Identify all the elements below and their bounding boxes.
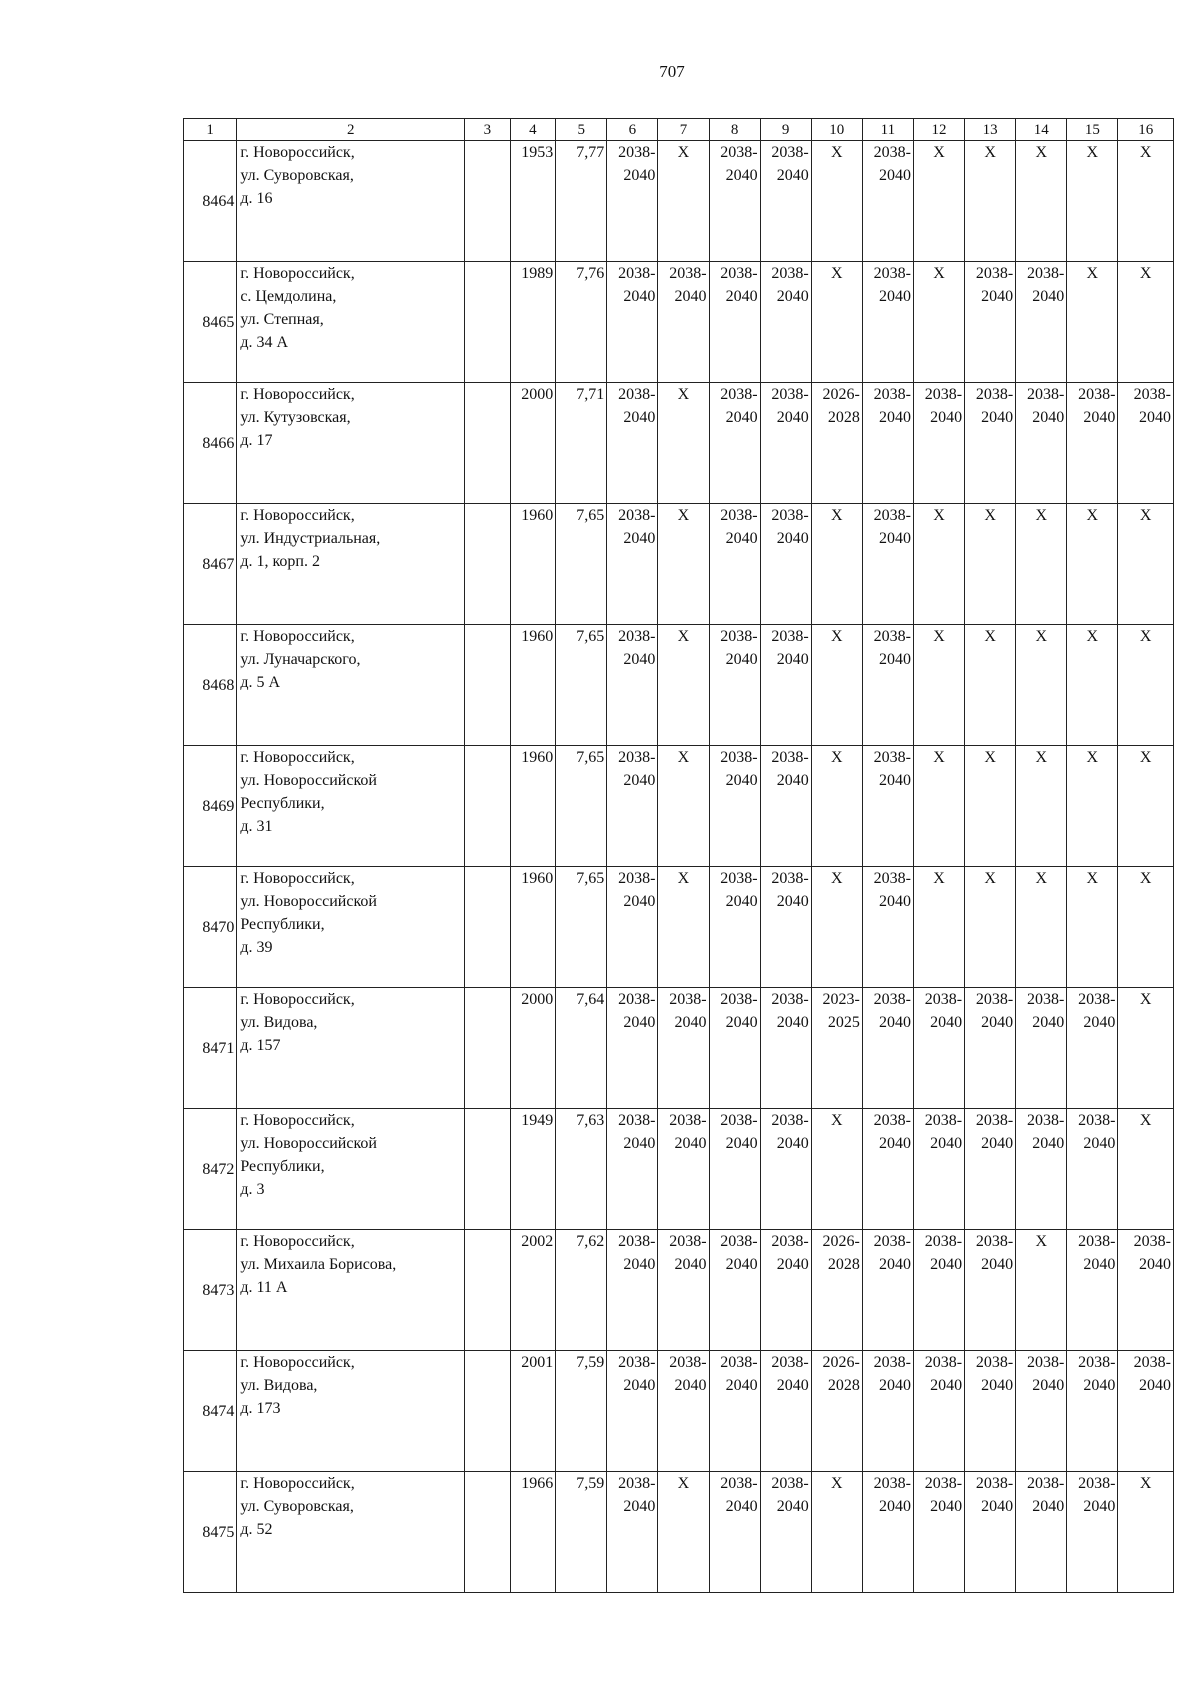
table-row <box>184 625 1174 746</box>
term-cell: X <box>965 746 1016 867</box>
page-number: 707 <box>659 62 685 81</box>
term-cell: 2038- 2040 <box>862 262 913 383</box>
term-cell: X <box>658 867 709 988</box>
term-cell: 2038- 2040 <box>913 1109 964 1230</box>
column-header: 9 <box>760 119 811 141</box>
term-cell: 2038- 2040 <box>709 504 760 625</box>
column-3-cell <box>465 262 511 383</box>
table-row <box>184 141 1174 262</box>
year-cell: 1989 <box>510 262 556 383</box>
term-cell: 2038- 2040 <box>607 1109 658 1230</box>
term-cell: 2038- 2040 <box>709 1351 760 1472</box>
term-cell: 2038- 2040 <box>760 262 811 383</box>
term-cell: 2038- 2040 <box>607 262 658 383</box>
column-3-cell <box>465 625 511 746</box>
term-cell: 2038- 2040 <box>658 262 709 383</box>
term-cell: 2038- 2040 <box>709 1472 760 1593</box>
term-cell: 2038- 2040 <box>607 1351 658 1472</box>
term-cell: X <box>1067 504 1118 625</box>
table-row <box>184 867 1174 988</box>
value-cell: 7,65 <box>556 504 607 625</box>
term-cell: 2038- 2040 <box>862 988 913 1109</box>
column-3-cell <box>465 1230 511 1351</box>
term-cell: 2038- 2040 <box>607 383 658 504</box>
term-cell: 2038- 2040 <box>760 988 811 1109</box>
term-cell: 2038- 2040 <box>760 141 811 262</box>
term-cell: 2038- 2040 <box>607 625 658 746</box>
column-3-cell <box>465 141 511 262</box>
column-header: 15 <box>1067 119 1118 141</box>
term-cell: 2038- 2040 <box>1067 988 1118 1109</box>
column-header: 6 <box>607 119 658 141</box>
term-cell: X <box>658 504 709 625</box>
term-cell: 2038- 2040 <box>1067 1472 1118 1593</box>
address-cell: г. Новороссийск, ул. Суворовская, д. 16 <box>237 141 465 262</box>
term-cell: X <box>811 1472 862 1593</box>
column-3-cell <box>465 867 511 988</box>
term-cell: 2038- 2040 <box>1118 1351 1174 1472</box>
value-cell: 7,59 <box>556 1351 607 1472</box>
column-header: 12 <box>913 119 964 141</box>
term-cell: X <box>811 746 862 867</box>
value-cell: 7,71 <box>556 383 607 504</box>
table-row <box>184 1351 1174 1472</box>
value-cell: 7,62 <box>556 1230 607 1351</box>
term-cell: 2038- 2040 <box>658 988 709 1109</box>
term-cell: 2038- 2040 <box>965 988 1016 1109</box>
table-row <box>184 746 1174 867</box>
term-cell: 2038- 2040 <box>862 867 913 988</box>
value-cell: 7,77 <box>556 141 607 262</box>
value-cell: 7,76 <box>556 262 607 383</box>
term-cell: 2038- 2040 <box>1067 1351 1118 1472</box>
term-cell: 2038- 2040 <box>709 746 760 867</box>
row-number: 8474 <box>184 1351 237 1472</box>
term-cell: 2038- 2040 <box>965 1472 1016 1593</box>
term-cell: 2038- 2040 <box>965 1109 1016 1230</box>
column-header: 13 <box>965 119 1016 141</box>
address-cell: г. Новороссийск, ул. Новороссийской Республики, д. 31 <box>237 746 465 867</box>
term-cell: 2038- 2040 <box>709 625 760 746</box>
term-cell: 2038- 2040 <box>1118 1230 1174 1351</box>
term-cell: 2038- 2040 <box>913 988 964 1109</box>
value-cell: 7,59 <box>556 1472 607 1593</box>
term-cell: 2038- 2040 <box>760 504 811 625</box>
term-cell: 2038- 2040 <box>913 1351 964 1472</box>
term-cell: X <box>965 141 1016 262</box>
row-number: 8473 <box>184 1230 237 1351</box>
table-header-row <box>184 119 1174 141</box>
address-cell: г. Новороссийск, ул. Видова, д. 157 <box>237 988 465 1109</box>
term-cell: 2038- 2040 <box>760 625 811 746</box>
column-header: 16 <box>1118 119 1174 141</box>
term-cell: X <box>1118 746 1174 867</box>
column-3-cell <box>465 1472 511 1593</box>
address-cell: г. Новороссийск, ул. Кутузовская, д. 17 <box>237 383 465 504</box>
term-cell: 2038- 2040 <box>760 1472 811 1593</box>
register-table <box>183 118 1174 1593</box>
year-cell: 1960 <box>510 746 556 867</box>
table-row <box>184 1109 1174 1230</box>
term-cell: 2038- 2040 <box>862 746 913 867</box>
term-cell: X <box>965 504 1016 625</box>
term-cell: X <box>1118 262 1174 383</box>
term-cell: X <box>913 262 964 383</box>
value-cell: 7,65 <box>556 867 607 988</box>
term-cell: 2038- 2040 <box>1016 1109 1067 1230</box>
term-cell: X <box>1118 504 1174 625</box>
year-cell: 2000 <box>510 988 556 1109</box>
term-cell: X <box>965 625 1016 746</box>
term-cell: X <box>1067 746 1118 867</box>
term-cell: 2038- 2040 <box>1016 1472 1067 1593</box>
term-cell: X <box>1067 262 1118 383</box>
term-cell: 2038- 2040 <box>1016 262 1067 383</box>
term-cell: X <box>811 504 862 625</box>
term-cell: 2038- 2040 <box>965 383 1016 504</box>
term-cell: 2038- 2040 <box>1016 1351 1067 1472</box>
term-cell: X <box>1118 1472 1174 1593</box>
column-3-cell <box>465 1109 511 1230</box>
term-cell: X <box>811 867 862 988</box>
term-cell: 2038- 2040 <box>760 1109 811 1230</box>
address-cell: г. Новороссийск, ул. Индустриальная, д. 1, корп. 2 <box>237 504 465 625</box>
term-cell: 2038- 2040 <box>658 1109 709 1230</box>
term-cell: 2038- 2040 <box>760 1351 811 1472</box>
table-row <box>184 1472 1174 1593</box>
term-cell: 2038- 2040 <box>862 1351 913 1472</box>
term-cell: 2038- 2040 <box>862 625 913 746</box>
table-row <box>184 383 1174 504</box>
term-cell: X <box>658 141 709 262</box>
term-cell: X <box>811 625 862 746</box>
value-cell: 7,65 <box>556 746 607 867</box>
row-number: 8467 <box>184 504 237 625</box>
term-cell: 2038- 2040 <box>1067 383 1118 504</box>
column-header: 5 <box>556 119 607 141</box>
year-cell: 1966 <box>510 1472 556 1593</box>
term-cell: 2038- 2040 <box>1016 383 1067 504</box>
term-cell: 2038- 2040 <box>965 262 1016 383</box>
address-cell: г. Новороссийск, ул. Новороссийской Республики, д. 3 <box>237 1109 465 1230</box>
term-cell: X <box>658 625 709 746</box>
year-cell: 1960 <box>510 504 556 625</box>
table-row <box>184 988 1174 1109</box>
term-cell: 2038- 2040 <box>862 1109 913 1230</box>
column-3-cell <box>465 504 511 625</box>
term-cell: X <box>1118 988 1174 1109</box>
term-cell: X <box>913 746 964 867</box>
row-number: 8465 <box>184 262 237 383</box>
term-cell: 2038- 2040 <box>709 383 760 504</box>
column-3-cell <box>465 988 511 1109</box>
term-cell: 2026- 2028 <box>811 383 862 504</box>
address-cell: г. Новороссийск, ул. Луначарского, д. 5 А <box>237 625 465 746</box>
column-header: 1 <box>184 119 237 141</box>
address-cell: г. Новороссийск, ул. Михаила Борисова, д. 11 А <box>237 1230 465 1351</box>
column-header: 10 <box>811 119 862 141</box>
term-cell: 2038- 2040 <box>658 1351 709 1472</box>
term-cell: X <box>811 1109 862 1230</box>
term-cell: 2038- 2040 <box>760 1230 811 1351</box>
term-cell: X <box>1118 141 1174 262</box>
year-cell: 1960 <box>510 867 556 988</box>
term-cell: X <box>1016 504 1067 625</box>
year-cell: 1953 <box>510 141 556 262</box>
term-cell: 2038- 2040 <box>607 988 658 1109</box>
term-cell: 2038- 2040 <box>709 867 760 988</box>
column-header: 4 <box>510 119 556 141</box>
table-row <box>184 262 1174 383</box>
term-cell: 2038- 2040 <box>1067 1230 1118 1351</box>
term-cell: 2038- 2040 <box>913 383 964 504</box>
term-cell: 2038- 2040 <box>760 746 811 867</box>
term-cell: X <box>1067 141 1118 262</box>
row-number: 8466 <box>184 383 237 504</box>
column-3-cell <box>465 383 511 504</box>
term-cell: X <box>1016 1230 1067 1351</box>
term-cell: 2038- 2040 <box>709 262 760 383</box>
term-cell: X <box>913 625 964 746</box>
term-cell: X <box>658 746 709 867</box>
term-cell: X <box>658 1472 709 1593</box>
row-number: 8472 <box>184 1109 237 1230</box>
term-cell: 2038- 2040 <box>862 1472 913 1593</box>
term-cell: 2038- 2040 <box>658 1230 709 1351</box>
column-header: 7 <box>658 119 709 141</box>
term-cell: 2038- 2040 <box>607 746 658 867</box>
row-number: 8471 <box>184 988 237 1109</box>
term-cell: X <box>1118 1109 1174 1230</box>
term-cell: 2038- 2040 <box>913 1472 964 1593</box>
year-cell: 2000 <box>510 383 556 504</box>
term-cell: 2038- 2040 <box>760 383 811 504</box>
term-cell: X <box>913 867 964 988</box>
year-cell: 2001 <box>510 1351 556 1472</box>
table-row <box>184 1230 1174 1351</box>
column-3-cell <box>465 746 511 867</box>
term-cell: 2038- 2040 <box>1016 988 1067 1109</box>
term-cell: X <box>1067 625 1118 746</box>
column-header: 2 <box>237 119 465 141</box>
term-cell: X <box>913 504 964 625</box>
table-row <box>184 504 1174 625</box>
term-cell: 2038- 2040 <box>862 1230 913 1351</box>
term-cell: X <box>1118 867 1174 988</box>
term-cell: 2038- 2040 <box>965 1230 1016 1351</box>
term-cell: 2038- 2040 <box>607 1472 658 1593</box>
address-cell: г. Новороссийск, ул. Новороссийской Республики, д. 39 <box>237 867 465 988</box>
term-cell: X <box>965 867 1016 988</box>
term-cell: 2038- 2040 <box>965 1351 1016 1472</box>
year-cell: 1949 <box>510 1109 556 1230</box>
row-number: 8470 <box>184 867 237 988</box>
term-cell: 2038- 2040 <box>607 1230 658 1351</box>
term-cell: 2038- 2040 <box>913 1230 964 1351</box>
address-cell: г. Новороссийск, ул. Видова, д. 173 <box>237 1351 465 1472</box>
value-cell: 7,63 <box>556 1109 607 1230</box>
term-cell: X <box>1016 625 1067 746</box>
year-cell: 1960 <box>510 625 556 746</box>
column-header: 3 <box>465 119 511 141</box>
term-cell: X <box>1118 625 1174 746</box>
value-cell: 7,64 <box>556 988 607 1109</box>
term-cell: X <box>1067 867 1118 988</box>
term-cell: 2038- 2040 <box>607 504 658 625</box>
term-cell: 2038- 2040 <box>1118 383 1174 504</box>
column-3-cell <box>465 1351 511 1472</box>
row-number: 8469 <box>184 746 237 867</box>
term-cell: 2023- 2025 <box>811 988 862 1109</box>
address-cell: г. Новороссийск, ул. Суворовская, д. 52 <box>237 1472 465 1593</box>
term-cell: 2038- 2040 <box>709 1109 760 1230</box>
value-cell: 7,65 <box>556 625 607 746</box>
table-body <box>184 119 1174 1593</box>
row-number: 8475 <box>184 1472 237 1593</box>
term-cell: 2038- 2040 <box>607 141 658 262</box>
term-cell: 2038- 2040 <box>862 383 913 504</box>
term-cell: 2026- 2028 <box>811 1351 862 1472</box>
row-number: 8464 <box>184 141 237 262</box>
column-header: 8 <box>709 119 760 141</box>
term-cell: 2038- 2040 <box>1067 1109 1118 1230</box>
address-cell: г. Новороссийск, с. Цемдолина, ул. Степная, д. 34 А <box>237 262 465 383</box>
term-cell: X <box>1016 746 1067 867</box>
term-cell: X <box>913 141 964 262</box>
term-cell: 2026- 2028 <box>811 1230 862 1351</box>
term-cell: 2038- 2040 <box>709 141 760 262</box>
term-cell: 2038- 2040 <box>709 1230 760 1351</box>
column-header: 14 <box>1016 119 1067 141</box>
term-cell: X <box>658 383 709 504</box>
column-header: 11 <box>862 119 913 141</box>
term-cell: X <box>1016 141 1067 262</box>
term-cell: 2038- 2040 <box>760 867 811 988</box>
term-cell: 2038- 2040 <box>607 867 658 988</box>
year-cell: 2002 <box>510 1230 556 1351</box>
row-number: 8468 <box>184 625 237 746</box>
term-cell: X <box>811 141 862 262</box>
term-cell: 2038- 2040 <box>709 988 760 1109</box>
term-cell: 2038- 2040 <box>862 141 913 262</box>
term-cell: 2038- 2040 <box>862 504 913 625</box>
term-cell: X <box>1016 867 1067 988</box>
term-cell: X <box>811 262 862 383</box>
